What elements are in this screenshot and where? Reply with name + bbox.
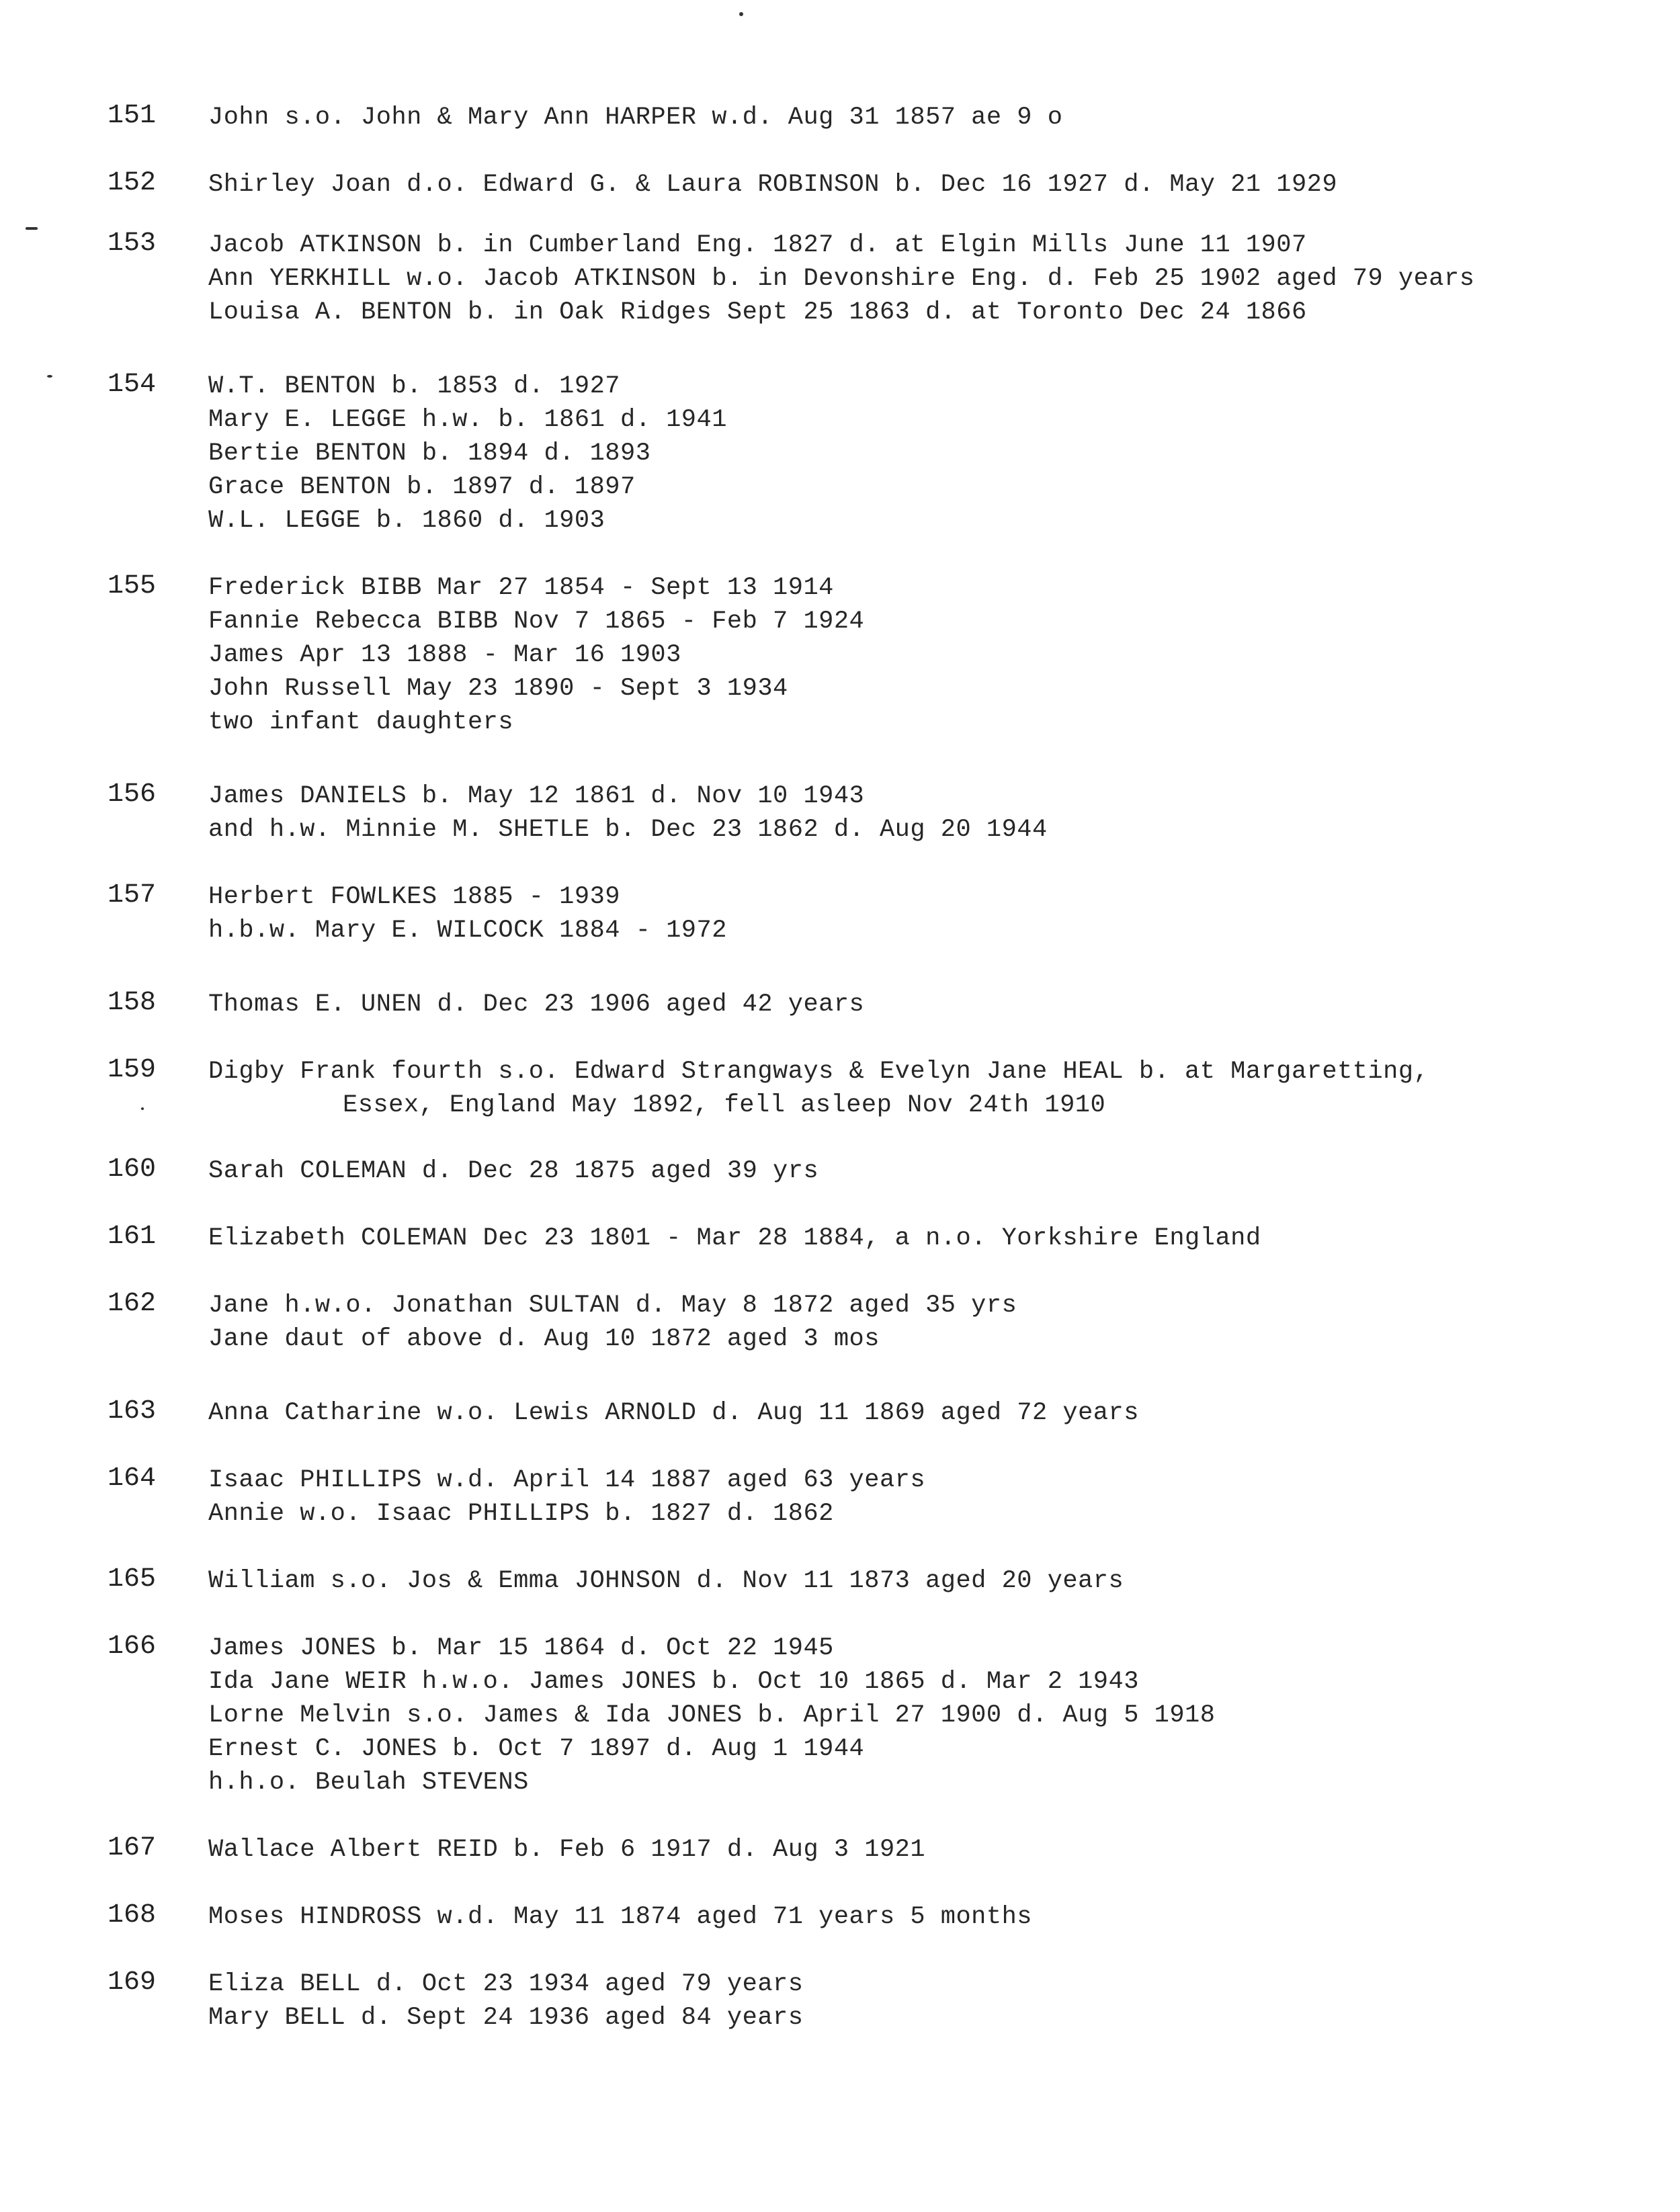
entry-number: 153 (108, 228, 157, 259)
entry-text (208, 1631, 1215, 1799)
entry-line: Isaac PHILLIPS w.d. April 14 1887 aged 63 years (208, 1466, 926, 1494)
entry-text (208, 1396, 1139, 1430)
entry-line: Thomas E. UNEN d. Dec 23 1906 aged 42 years (208, 990, 865, 1019)
entry-number: 156 (108, 779, 157, 810)
entry-line: Bertie BENTON b. 1894 d. 1893 (208, 439, 651, 468)
entry-text (208, 1463, 925, 1531)
entry-line: John s.o. John & Mary Ann HARPER w.d. Aug 31 1857 ae 9 o (208, 103, 1063, 132)
entry-text (208, 1154, 818, 1188)
entry-text (208, 1055, 1429, 1122)
entry-line: Moses HINDROSS w.d. May 11 1874 aged 71 years 5 months (208, 1903, 1032, 1931)
entry-number: 165 (108, 1564, 157, 1594)
entry-number: 154 (108, 370, 157, 400)
entry-number: 155 (108, 571, 157, 601)
entry-line: Ernest C. JONES b. Oct 7 1897 d. Aug 1 1944 (208, 1735, 865, 1763)
entry-line: Grace BENTON b. 1897 d. 1897 (208, 473, 636, 501)
entry-number: 166 (108, 1631, 157, 1662)
entry-number: 162 (108, 1289, 157, 1319)
entry-line: William s.o. Jos & Emma JOHNSON d. Nov 11 1873 aged 20 years (208, 1567, 1124, 1595)
entry-number: 158 (108, 988, 157, 1018)
entry-line: Mary BELL d. Sept 24 1936 aged 84 years (208, 2004, 804, 2032)
entry-line: Digby Frank fourth s.o. Edward Strangways & Evelyn Jane HEAL b. at Margaretting, (208, 1058, 1429, 1086)
entry-number: 168 (108, 1900, 157, 1930)
entry-line: two infant daughters (208, 708, 514, 736)
entry-line: James DANIELS b. May 12 1861 d. Nov 10 1943 (208, 782, 865, 810)
entry-number: 151 (108, 101, 157, 131)
entry-text (208, 1967, 803, 2035)
entry-line: Elizabeth COLEMAN Dec 23 1801 - Mar 28 1884, a n.o. Yorkshire England (208, 1224, 1261, 1252)
entry-number: 169 (108, 1967, 157, 1998)
entry-number: 152 (108, 168, 157, 198)
entry-line: James Apr 13 1888 - Mar 16 1903 (208, 641, 681, 669)
entry-line: Fannie Rebecca BIBB Nov 7 1865 - Feb 7 1924 (208, 607, 865, 636)
entry-number: 157 (108, 880, 157, 910)
scan-speck (47, 375, 52, 378)
entry-line: W.T. BENTON b. 1853 d. 1927 (208, 372, 620, 400)
entry-line: Shirley Joan d.o. Edward G. & Laura ROBINSON b. Dec 16 1927 d. May 21 1929 (208, 171, 1338, 199)
entry-line: Ida Jane WEIR h.w.o. James JONES b. Oct 10 1865 d. Mar 2 1943 (208, 1668, 1139, 1696)
entry-text (208, 988, 864, 1021)
entry-line: Ann YERKHILL w.o. Jacob ATKINSON b. in Devonshire Eng. d. Feb 25 1902 aged 79 years (208, 265, 1475, 293)
entry-text (208, 1222, 1261, 1255)
entry-line: Mary E. LEGGE h.w. b. 1861 d. 1941 (208, 406, 727, 434)
entry-text (208, 571, 864, 739)
entry-text (208, 228, 1474, 329)
entry-text (208, 370, 727, 538)
scan-speck (739, 12, 743, 16)
entry-line: h.h.o. Beulah STEVENS (208, 1769, 529, 1797)
entry-text (208, 1833, 925, 1867)
entry-line: Eliza BELL d. Oct 23 1934 aged 79 years (208, 1970, 804, 1998)
entry-text (208, 880, 727, 947)
entry-line: Anna Catharine w.o. Lewis ARNOLD d. Aug 11 1869 aged 72 years (208, 1399, 1139, 1427)
entry-line: W.L. LEGGE b. 1860 d. 1903 (208, 507, 605, 535)
entry-text (208, 1900, 1032, 1934)
entry-text (208, 1564, 1124, 1598)
entry-line: Lorne Melvin s.o. James & Ida JONES b. April 27 1900 d. Aug 5 1918 (208, 1701, 1216, 1730)
entry-line: Wallace Albert REID b. Feb 6 1917 d. Aug 3 1921 (208, 1836, 926, 1864)
entry-line: James JONES b. Mar 15 1864 d. Oct 22 1945 (208, 1634, 834, 1662)
entry-text (208, 101, 1062, 134)
entry-line: Louisa A. BENTON b. in Oak Ridges Sept 25 1863 d. at Toronto Dec 24 1866 (208, 298, 1307, 327)
entry-number: 167 (108, 1833, 157, 1863)
entry-text (208, 1289, 1017, 1356)
entry-line: h.b.w. Mary E. WILCOCK 1884 - 1972 (208, 917, 727, 945)
entry-text (208, 779, 1048, 847)
entry-text (208, 168, 1337, 202)
entry-line: Jane h.w.o. Jonathan SULTAN d. May 8 1872 aged 35 yrs (208, 1291, 1017, 1320)
entry-number: 160 (108, 1154, 157, 1185)
entry-number: 159 (108, 1055, 157, 1085)
entry-line: Annie w.o. Isaac PHILLIPS b. 1827 d. 1862 (208, 1500, 834, 1528)
entry-line: Jane daut of above d. Aug 10 1872 aged 3 mos (208, 1325, 880, 1353)
entry-line: and h.w. Minnie M. SHETLE b. Dec 23 1862 d. Aug 20 1944 (208, 816, 1048, 844)
entry-line: Essex, England May 1892, fell asleep Nov 24th 1910 (343, 1091, 1106, 1119)
entry-line: Herbert FOWLKES 1885 - 1939 (208, 883, 620, 911)
entry-line: Jacob ATKINSON b. in Cumberland Eng. 1827 d. at Elgin Mills June 11 1907 (208, 231, 1307, 259)
entry-line: John Russell May 23 1890 - Sept 3 1934 (208, 675, 788, 703)
entry-line: Frederick BIBB Mar 27 1854 - Sept 13 1914 (208, 574, 834, 602)
scan-speck (26, 227, 38, 230)
entry-number: 161 (108, 1222, 157, 1252)
entry-line: Sarah COLEMAN d. Dec 28 1875 aged 39 yrs (208, 1157, 819, 1185)
entry-number: 163 (108, 1396, 157, 1427)
scan-speck (141, 1107, 144, 1110)
entry-number: 164 (108, 1463, 157, 1494)
